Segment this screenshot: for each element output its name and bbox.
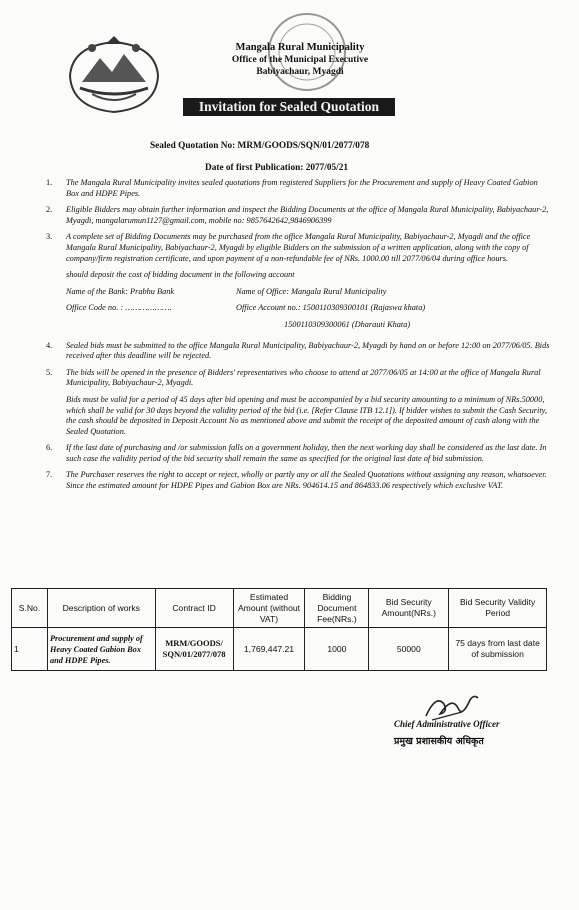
item-text: The Purchaser reserves the right to accept or reject, wholly or partly any or all the Sealed Quotations without assigning any reason, whatsoever. Since the estimated amount for HDPE Pipes and Gabion Box are NRs. 904614.15 and 864833.06 respectively which exclusive VAT. xyxy=(66,470,547,491)
office-account-2: 1500110309300061 (Dharauti Khata) xyxy=(284,319,411,329)
list-item: 1. The Mangala Rural Municipality invites sealed quotations from registered Suppliers for the Procurement and supply of Heavy Coated Gabion Box and HDPE Pipes. xyxy=(46,178,538,198)
list-item: 5. The bids will be opened in the presence of Bidders' representatives who choose to attend at 2077/06/05 at 14:00 at the office of Mangala Rural Municipality, Babiyachaur-2, Myagdi. xyxy=(46,367,541,388)
office-address: Babiyachaur, Myagdi xyxy=(256,67,344,77)
item-text: If the last date of purchasing and /or submission falls on a government holiday, then the next working day shall be considered as the last date. In such case the validity period of the bid security shall remain the same as specified for the original last date of bid submission. xyxy=(66,443,547,463)
office-header xyxy=(190,42,410,78)
table-cell: 1000 xyxy=(305,628,369,671)
item-text: A complete set of Bidding Documents may be purchased from the office Mangala Rural Municipality, Babiyachaur-2, Myagdi and the office Mangala Rural Municipality, Babiyachaur-2, Myagdi by eligible Bidders on the submission of a written application, along with the copy of company/firm registration certificate, and upon payment of a non-refundable fee of NRs. 1000.00 till 2077/06/04 during office hours. xyxy=(66,232,531,263)
account-row xyxy=(66,303,552,314)
notice-body xyxy=(46,178,552,498)
table-row xyxy=(12,628,547,671)
page-title: Invitation for Sealed Quotation xyxy=(183,98,395,116)
bank-row xyxy=(66,287,552,298)
list-item: 7. The Purchaser reserves the right to accept or reject, wholly or partly any or all the Sealed Quotations without assigning any reason, whatsoever. Since the estimated amount for HDPE Pipes and Gabion Box are NRs. 904614.15 and 864833.06 respectively which exclusive VAT. xyxy=(46,470,547,491)
works-table xyxy=(11,588,547,671)
table-cell: 50000 xyxy=(369,628,449,671)
nepal-emblem-icon xyxy=(62,36,166,116)
column-header: Description of works xyxy=(47,589,155,628)
item-text: Sealed bids must be submitted to the office Mangala Rural Municipality, Babiyachaur-2, Myagdi by hand on or before 12:00 on 2077/06/05. Bids received after this deadline will be rejected. xyxy=(66,340,550,361)
list-item: 2. Eligible Bidders may obtain further information and inspect the Bidding Documents at the office of Mangala Rural Municipality, Babiyachaur-2, Myagdi, mangalarumun1127@gmail.com, mobile no: 9857642642,9846906399 xyxy=(46,205,549,225)
column-header: S.No. xyxy=(12,589,48,628)
publication-date: Date of first Publication: 2077/05/21 xyxy=(205,163,349,173)
office-code: Office Code no. : ………………. xyxy=(66,303,172,313)
table-cell: MRM/GOODS/ SQN/01/2077/078 xyxy=(155,628,233,671)
bank-name: Name of the Bank: Prabhu Bank xyxy=(66,286,175,296)
deposit-line: should deposit the cost of bidding document in the following account xyxy=(66,270,295,280)
item-text: The Mangala Rural Municipality invites sealed quotations from registered Suppliers for the Procurement and supply of Heavy Coated Gabion Box and HDPE Pipes. xyxy=(66,178,538,198)
office-account-1: Office Account no.: 1500110309300101 (Rajaswa khata) xyxy=(236,303,426,313)
sealed-quotation-number: Sealed Quotation No: MRM/GOODS/SQN/01/2077/078 xyxy=(150,141,370,151)
column-header: Estimated Amount (without VAT) xyxy=(233,589,305,628)
list-item: 4. Sealed bids must be submitted to the office Mangala Rural Municipality, Babiyachaur-2, Myagdi by hand on or before 12:00 on 2077/06/05. Bids received after this deadline will be rejected. xyxy=(46,340,550,361)
signatory-title-nepali: प्रमुख प्रशासकीय अधिकृत xyxy=(394,736,484,747)
municipality-name: Mangala Rural Municipality xyxy=(235,42,365,53)
table-cell: Procurement and supply of Heavy Coated Gabion Box and HDPE Pipes. xyxy=(47,628,155,671)
list-item: 6. If the last date of purchasing and /or submission falls on a government holiday, then the next working day shall be considered as the last date. In such case the validity period of the bid security shall remain the same as specified for the original last date of bid submission. xyxy=(46,443,547,463)
column-header: Bidding Document Fee(NRs.) xyxy=(305,589,369,628)
office-account-name: Name of Office: Mangala Rural Municipality xyxy=(236,286,387,296)
column-header: Bid Security Amount(NRs.) xyxy=(369,589,449,628)
column-header: Contract ID xyxy=(155,589,233,628)
item-text: The bids will be opened in the presence of Bidders' representatives who choose to attend at 2077/06/05 at 14:00 at the office of Mangala Rural Municipality, Babiyachaur-2, Myagdi. xyxy=(66,367,541,388)
table-cell: 1 xyxy=(12,628,48,671)
column-header: Bid Security Validity Period xyxy=(449,589,547,628)
table-header-row xyxy=(12,589,547,628)
table-cell: 75 days from last date of submission xyxy=(449,628,547,671)
table-cell: 1,769,447.21 xyxy=(233,628,305,671)
office-name: Office of the Municipal Executive xyxy=(231,55,369,65)
item-text: Eligible Bidders may obtain further information and inspect the Bidding Documents at the office of Mangala Rural Municipality, Babiyachaur-2, Myagdi, mangalarumun1127@gmail.com, mobile no: 9857642642,9846906399 xyxy=(66,205,549,225)
bid-security-paragraph: Bids must be valid for a period of 45 days after bid opening and must be accompanied by a bid security amounting to a minimum of NRs.50000, which shall be valid for 30 days beyond the validity period of the bid (i.e. [Refer Clause ITB 12.1]). If bidder wishes to submit the Cash Security, the cash should be deposited in Deposit Account No as mentioned above and submit the receipt of the deposited amount of cash along with the Sealed Quotation. xyxy=(66,394,547,436)
list-item: 3. A complete set of Bidding Documents may be purchased from the office Mangala Rural Municipality, Babiyachaur-2, Myagdi and the office Mangala Rural Municipality, Babiyachaur-2, Myagdi by eligible Bidders on the submission of a written application, along with the copy of company/firm registration certificate, and upon payment of a non-refundable fee of NRs. 1000.00 till 2077/06/04 during office hours. xyxy=(46,232,531,263)
signatory-title: Chief Administrative Officer xyxy=(394,719,500,729)
